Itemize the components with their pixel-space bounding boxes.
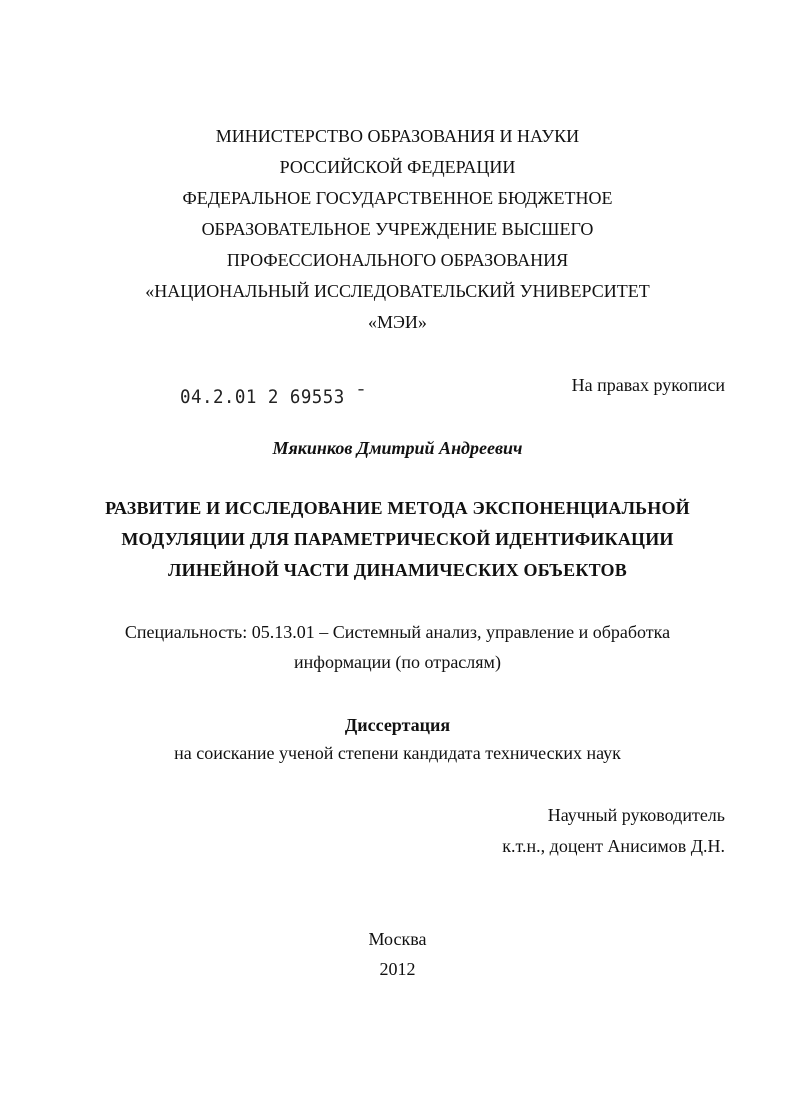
header-line-2: РОССИЙСКОЙ ФЕДЕРАЦИИ: [279, 157, 516, 177]
supervisor-name: к.т.н., доцент Анисимов Д.Н.: [502, 836, 725, 856]
header-line-4: ОБРАЗОВАТЕЛЬНОЕ УЧРЕЖДЕНИЕ ВЫСШЕГО: [201, 219, 594, 239]
thesis-title-line-1: РАЗВИТИЕ И ИССЛЕДОВАНИЕ МЕТОДА ЭКСПОНЕНЦИАЛЬНОЙ: [105, 498, 690, 518]
year: 2012: [379, 959, 416, 979]
header-line-5: ПРОФЕССИОНАЛЬНОГО ОБРАЗОВАНИЯ: [226, 250, 569, 270]
manuscript-note: На правах рукописи: [571, 375, 725, 395]
author-name: Мякинков Дмитрий Андреевич: [272, 438, 523, 458]
city: Москва: [368, 929, 427, 949]
thesis-title-line-2: МОДУЛЯЦИИ ДЛЯ ПАРАМЕТРИЧЕСКОЙ ИДЕНТИФИКАЦИИ: [121, 529, 674, 549]
supervisor-label: Научный руководитель: [547, 805, 725, 825]
specialty-line-2: информации (по отраслям): [294, 652, 501, 672]
specialty-line-1: Специальность: 05.13.01 – Системный анализ, управление и обработка: [124, 622, 671, 642]
dissertation-subtitle: на соискание ученой степени кандидата технических наук: [174, 743, 621, 763]
header-line-3: ФЕДЕРАЛЬНОЕ ГОСУДАРСТВЕННОЕ БЮДЖЕТНОЕ: [182, 188, 613, 208]
thesis-title-line-3: ЛИНЕЙНОЙ ЧАСТИ ДИНАМИЧЕСКИХ ОБЪЕКТОВ: [168, 560, 627, 580]
dissertation-heading: Диссертация: [344, 715, 451, 735]
archive-stamp-number: 04.2.01 2 69553 ˉ: [180, 386, 367, 408]
header-line-7: «МЭИ»: [368, 312, 427, 332]
header-line-1: МИНИСТЕРСТВО ОБРАЗОВАНИЯ И НАУКИ: [215, 126, 580, 146]
header-line-6: «НАЦИОНАЛЬНЫЙ ИССЛЕДОВАТЕЛЬСКИЙ УНИВЕРСИТЕТ: [145, 281, 650, 301]
